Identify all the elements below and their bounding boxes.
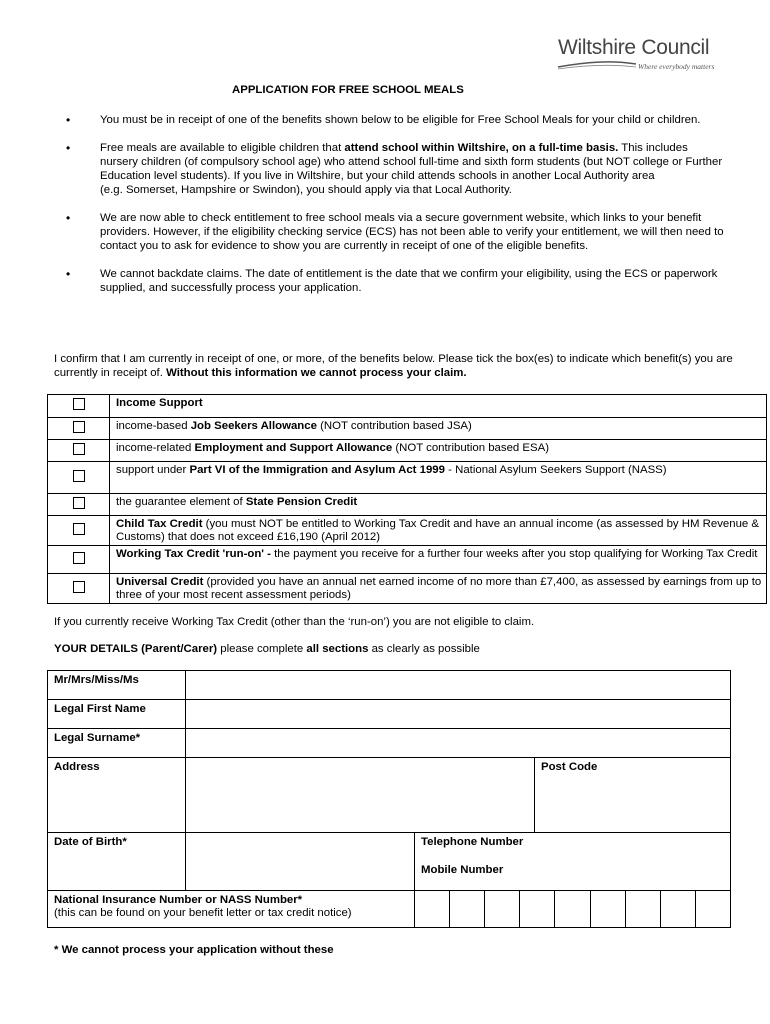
dob-field[interactable] [186, 833, 415, 891]
logo-tagline: Where everybody matters [638, 62, 715, 71]
benefit-label: Universal Credit (provided you have an annual net earned income of no more than £7,400, as assessed by earnings from up to three of your most recent assessment periods) [110, 574, 767, 604]
mobile-label: Mobile Number [421, 864, 504, 876]
note-backdate: • We cannot backdate claims. The date of entitlement is the date that we confirm your eligibility, using the ECS or paperwork supplied, and successfully process your application. [66, 267, 726, 295]
address-label: Address [48, 758, 186, 833]
phone-field[interactable] [415, 833, 731, 891]
ni-char-box[interactable] [696, 891, 730, 927]
eligibility-notes [66, 113, 726, 309]
benefit-label: Income Support [110, 395, 767, 418]
benefit-label: income-related Employment and Support Allowance (NOT contribution based ESA) [110, 440, 767, 462]
benefit-label: the guarantee element of State Pension Credit [110, 494, 767, 516]
surname-label: Legal Surname* [48, 729, 186, 758]
telephone-label: Telephone Number [421, 836, 524, 848]
form-title: APPLICATION FOR FREE SCHOOL MEALS [232, 84, 464, 96]
benefit-checkbox[interactable] [73, 421, 85, 433]
note-benefit-requirement: • You must be in receipt of one of the benefits shown below to be eligible for Free School Meals for your child or children. [66, 113, 726, 127]
ni-char-box[interactable] [591, 891, 626, 927]
benefit-checkbox[interactable] [73, 398, 85, 410]
ni-char-box[interactable] [520, 891, 555, 927]
benefit-checkbox[interactable] [73, 497, 85, 509]
surname-field[interactable] [186, 729, 731, 758]
working-tax-credit-note: If you currently receive Working Tax Credit (other than the ‘run-on’) you are not eligible to claim. [54, 616, 535, 628]
postcode-field[interactable] [535, 758, 731, 833]
first-name-label: Legal First Name [48, 700, 186, 729]
address-field[interactable] [186, 758, 535, 833]
confirmation-statement: I confirm that I am currently in receipt of one, or more, of the benefits below. Please tick the box(es) to indicate which benefit(s) you are currently in receipt of. Without this information we cannot process your claim. [54, 353, 733, 379]
benefit-checkbox[interactable] [73, 523, 85, 535]
benefit-checkbox[interactable] [73, 470, 85, 482]
first-name-field[interactable] [186, 700, 731, 729]
ni-label: National Insurance Number or NASS Number* [54, 894, 303, 906]
required-footnote: * We cannot process your application without these [54, 944, 334, 956]
benefit-checkbox[interactable] [73, 552, 85, 564]
dob-label: Date of Birth* [48, 833, 186, 891]
postcode-label: Post Code [541, 761, 598, 773]
details-table [47, 670, 731, 928]
note-ecs-check: • We are now able to check entitlement to free school meals via a secure government website, which links to your benefit providers. However, if the eligibility checking service (ECS) has not been able to verify your entitlement, we will then need to contact you to ask for evidence to show you are currently in receipt of one of the eligible benefits. [66, 211, 726, 253]
benefit-checkbox[interactable] [73, 443, 85, 455]
ni-number-field[interactable] [415, 891, 731, 928]
ni-char-box[interactable] [415, 891, 450, 927]
benefit-label: support under Part VI of the Immigration and Asylum Act 1999 - National Asylum Seekers Support (NASS) [110, 462, 767, 494]
benefit-row [48, 516, 767, 546]
benefit-row [48, 494, 767, 516]
ni-char-box[interactable] [485, 891, 520, 927]
ni-char-box[interactable] [450, 891, 485, 927]
benefits-table [47, 394, 767, 604]
ni-char-box[interactable] [661, 891, 696, 927]
ni-char-box[interactable] [626, 891, 661, 927]
benefit-row [48, 574, 767, 604]
benefit-label: income-based Job Seekers Allowance (NOT contribution based JSA) [110, 418, 767, 440]
note-school-location: • Free meals are available to eligible children that attend school within Wiltshire, on a full-time basis. This includes nursery children (of compulsory school age) who attend school full-time and sixth form students (but NOT college or Further Education level students). If you live in Wiltshire, but your child attends schools in another Local Authority area (e.g. Somerset, Hampshire or Swindon), you should apply via that Local Authority. [66, 141, 726, 197]
benefit-row [48, 395, 767, 418]
benefit-checkbox[interactable] [73, 581, 85, 593]
benefit-label: Working Tax Credit 'run-on' - the payment you receive for a further four weeks after you stop qualifying for Working Tax Credit [110, 546, 767, 574]
ni-label-cell [48, 891, 415, 928]
benefit-label: Child Tax Credit (you must NOT be entitled to Working Tax Credit and have an annual income (as assessed by HM Revenue & Customs) that does not exceed £16,190 (April 2012) [110, 516, 767, 546]
ni-char-box[interactable] [555, 891, 590, 927]
ni-hint: (this can be found on your benefit letter or tax credit notice) [54, 907, 352, 919]
logo-name: Wiltshire Council [558, 36, 710, 59]
title-label: Mr/Mrs/Miss/Ms [48, 671, 186, 700]
title-field[interactable] [186, 671, 731, 700]
benefit-row [48, 546, 767, 574]
benefit-row [48, 462, 767, 494]
benefit-row [48, 418, 767, 440]
details-heading: YOUR DETAILS (Parent/Carer) please complete all sections as clearly as possible [54, 643, 480, 655]
council-logo [556, 36, 734, 76]
benefit-row [48, 440, 767, 462]
